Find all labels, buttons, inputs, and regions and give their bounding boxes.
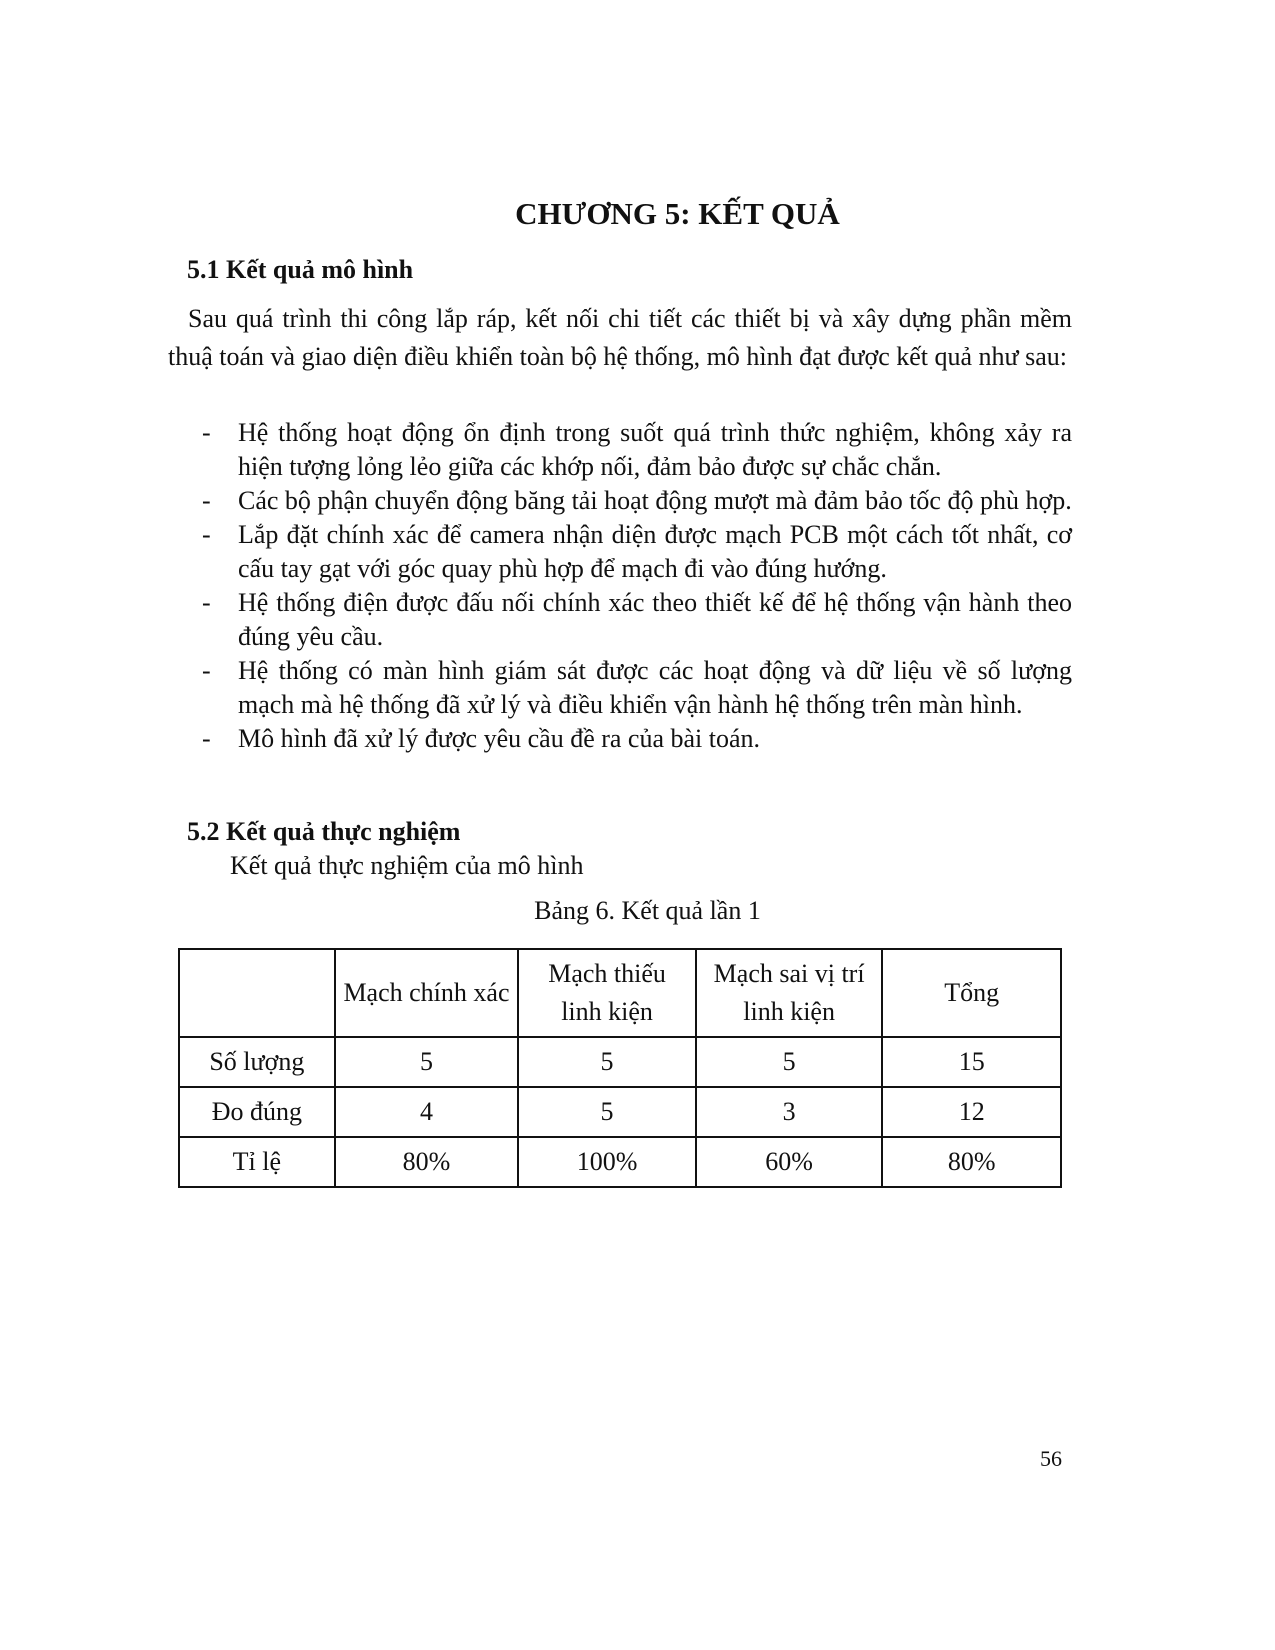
table-cell: 5 xyxy=(518,1087,696,1137)
table-cell: 4 xyxy=(335,1087,519,1137)
table-cell: 15 xyxy=(882,1037,1061,1087)
table-row xyxy=(179,1037,1061,1087)
table-row xyxy=(179,1137,1061,1187)
bullet-item xyxy=(200,484,1072,518)
table-row-label: Đo đúng xyxy=(179,1087,335,1137)
table-cell: 80% xyxy=(882,1137,1061,1187)
bullet-dash: - xyxy=(202,520,211,549)
bullet-dash: - xyxy=(202,724,211,753)
table-header-cell: Mạch thiếu linh kiện xyxy=(518,949,696,1037)
results-bullet-list xyxy=(200,416,1072,756)
bullet-text: Hệ thống hoạt động ổn định trong suốt quá trình thức nghiệm, không xảy ra hiện tượng lỏng lẻo giữa các khớp nối, đảm bảo được sự chắc chắn. xyxy=(238,418,1072,481)
table-cell: 12 xyxy=(882,1087,1061,1137)
bullet-dash: - xyxy=(202,656,211,685)
table-header-cell: Mạch sai vị trí linh kiện xyxy=(696,949,883,1037)
table-row xyxy=(179,1087,1061,1137)
page-number: 56 xyxy=(1040,1446,1062,1471)
section-heading-5-1: 5.1 Kết quả mô hình xyxy=(187,255,414,284)
bullet-item xyxy=(200,586,1072,654)
table-cell: 80% xyxy=(335,1137,519,1187)
bullet-text: Mô hình đã xử lý được yêu cầu đề ra của bài toán. xyxy=(238,724,761,753)
intro-paragraph: Sau quá trình thi công lắp ráp, kết nối chi tiết các thiết bị và xây dựng phần mềm thuậ toán và giao diện điều khiển toàn bộ hệ thống, mô hình đạt được kết quả như sau: xyxy=(168,304,1072,371)
bullet-dash: - xyxy=(202,588,211,617)
bullet-dash: - xyxy=(202,418,211,447)
experiment-intro: Kết quả thực nghiệm của mô hình xyxy=(230,851,584,880)
chapter-title: CHƯƠNG 5: KẾT QUẢ xyxy=(515,196,840,231)
table-header-cell xyxy=(179,949,335,1037)
bullet-dash: - xyxy=(202,486,211,515)
section-heading-5-2: 5.2 Kết quả thực nghiệm xyxy=(187,817,461,846)
bullet-text: Hệ thống điện được đấu nối chính xác theo thiết kế để hệ thống vận hành theo đúng yêu cầu. xyxy=(238,588,1072,651)
bullet-item xyxy=(200,416,1072,484)
table-caption: Bảng 6. Kết quả lần 1 xyxy=(534,896,761,925)
bullet-item xyxy=(200,518,1072,586)
table-row-label: Số lượng xyxy=(179,1037,335,1087)
bullet-text: Các bộ phận chuyển động băng tải hoạt động mượt mà đảm bảo tốc độ phù hợp. xyxy=(238,486,1072,515)
table-cell: 60% xyxy=(696,1137,883,1187)
table-cell: 5 xyxy=(696,1037,883,1087)
bullet-item xyxy=(200,722,1072,756)
results-table xyxy=(178,948,1062,1188)
bullet-text: Lắp đặt chính xác để camera nhận diện được mạch PCB một cách tốt nhất, cơ cấu tay gạt với góc quay phù hợp để mạch đi vào đúng hướng. xyxy=(238,520,1072,583)
table-cell: 5 xyxy=(335,1037,519,1087)
bullet-text: Hệ thống có màn hình giám sát được các hoạt động và dữ liệu về số lượng mạch mà hệ thống đã xử lý và điều khiển vận hành hệ thống trên màn hình. xyxy=(238,656,1072,719)
table-row-label: Tỉ lệ xyxy=(179,1137,335,1187)
table-cell: 100% xyxy=(518,1137,696,1187)
table-header-row xyxy=(179,949,1061,1037)
table-cell: 5 xyxy=(518,1037,696,1087)
bullet-item xyxy=(200,654,1072,722)
table-cell: 3 xyxy=(696,1087,883,1137)
table-header-cell: Mạch chính xác xyxy=(335,949,519,1037)
table-header-cell: Tổng xyxy=(882,949,1061,1037)
